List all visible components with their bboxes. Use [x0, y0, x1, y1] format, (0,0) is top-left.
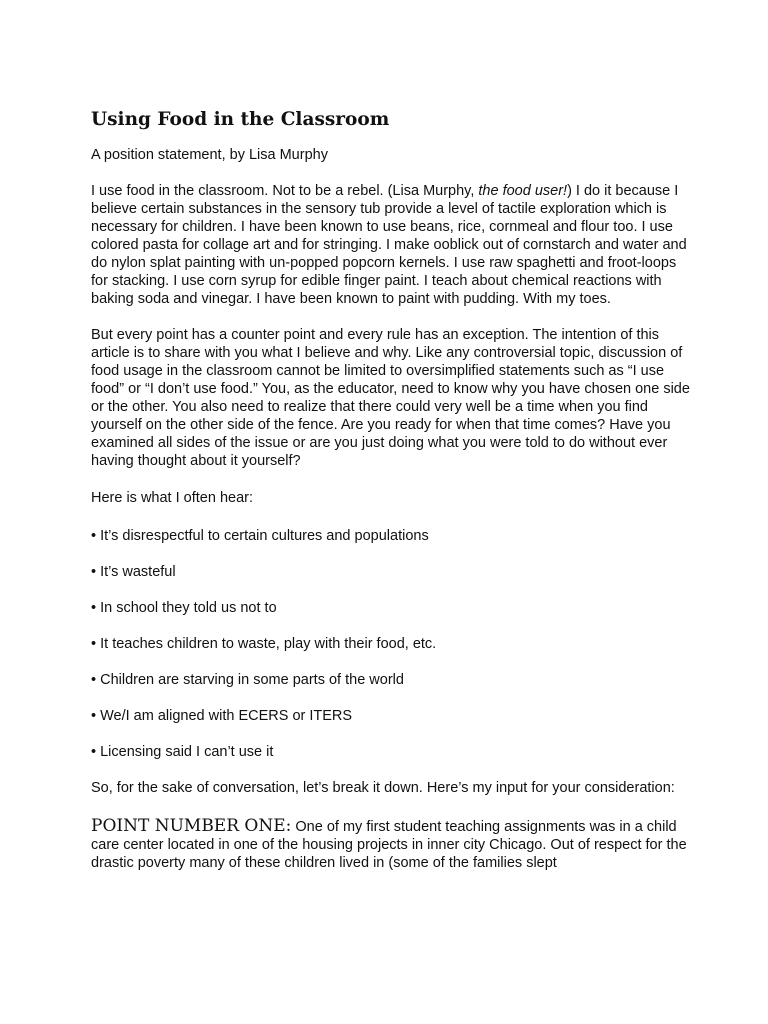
paragraph-intro-emphasis: the food user! — [478, 183, 568, 199]
list-item: • Children are starving in some parts of the world — [91, 672, 404, 688]
list-lead-in: Here is what I often hear: — [91, 490, 253, 506]
paragraph-intro — [91, 182, 691, 308]
objection-list — [91, 527, 691, 761]
point-one-text: One of my first student teaching assignments was in a child care center located in one of the housing projects in inner city Chicago. Out of respect for the drastic poverty many of these children lived in (some of the families slept — [91, 819, 687, 871]
list-item: • It’s wasteful — [91, 564, 176, 580]
list-item: • In school they told us not to — [91, 600, 277, 616]
paragraph-counterpoint: But every point has a counter point and every rule has an exception. The intention of this article is to share with you what I believe and why. Like any controversial topic, discussion of food usage in the classroom cannot be limited to oversimplified statements such as “I use food” or “I don’t use food.” You, as the educator, need to know why you have chosen one side or the other. You also need to realize that there could very well be a time when you find yourself on the other side of the fence. Are you ready for when that time comes? Have you examined all sides of the issue or are you just doing what you were told to do without ever having thought about it yourself? — [91, 327, 690, 469]
paragraph-breakdown: So, for the sake of conversation, let’s break it down. Here’s my input for your consideration: — [91, 780, 675, 796]
list-item: • Licensing said I can’t use it — [91, 744, 274, 760]
list-item: • It’s disrespectful to certain cultures and populations — [91, 528, 429, 544]
paragraph-intro-rest: ) I do it because I believe certain substances in the sensory tub provide a level of tactile exploration which is necessary for children. I have been known to use beans, rice, cornmeal and flour too. I use colored pasta for collage art and for stringing. I make ooblick out of cornstarch and water and do nylon splat painting with un-popped popcorn kernels. I use raw spaghetti and froot-loops for stacking. I use corn syrup for edible finger paint. I teach about chemical reactions with baking soda and vinegar. I have been known to paint with pudding. With my toes. — [91, 183, 687, 307]
document-body — [91, 108, 691, 872]
paragraph-intro-start: I use food in the classroom. Not to be a rebel. (Lisa Murphy, — [91, 183, 479, 199]
list-item: • It teaches children to waste, play with their food, etc. — [91, 636, 437, 652]
list-item: • We/I am aligned with ECERS or ITERS — [91, 708, 353, 724]
paragraph-point-one — [91, 817, 691, 872]
document-title: Using Food in the Classroom — [91, 109, 390, 130]
point-one-heading: POINT NUMBER ONE: — [91, 816, 292, 836]
byline: A position statement, by Lisa Murphy — [91, 147, 328, 163]
